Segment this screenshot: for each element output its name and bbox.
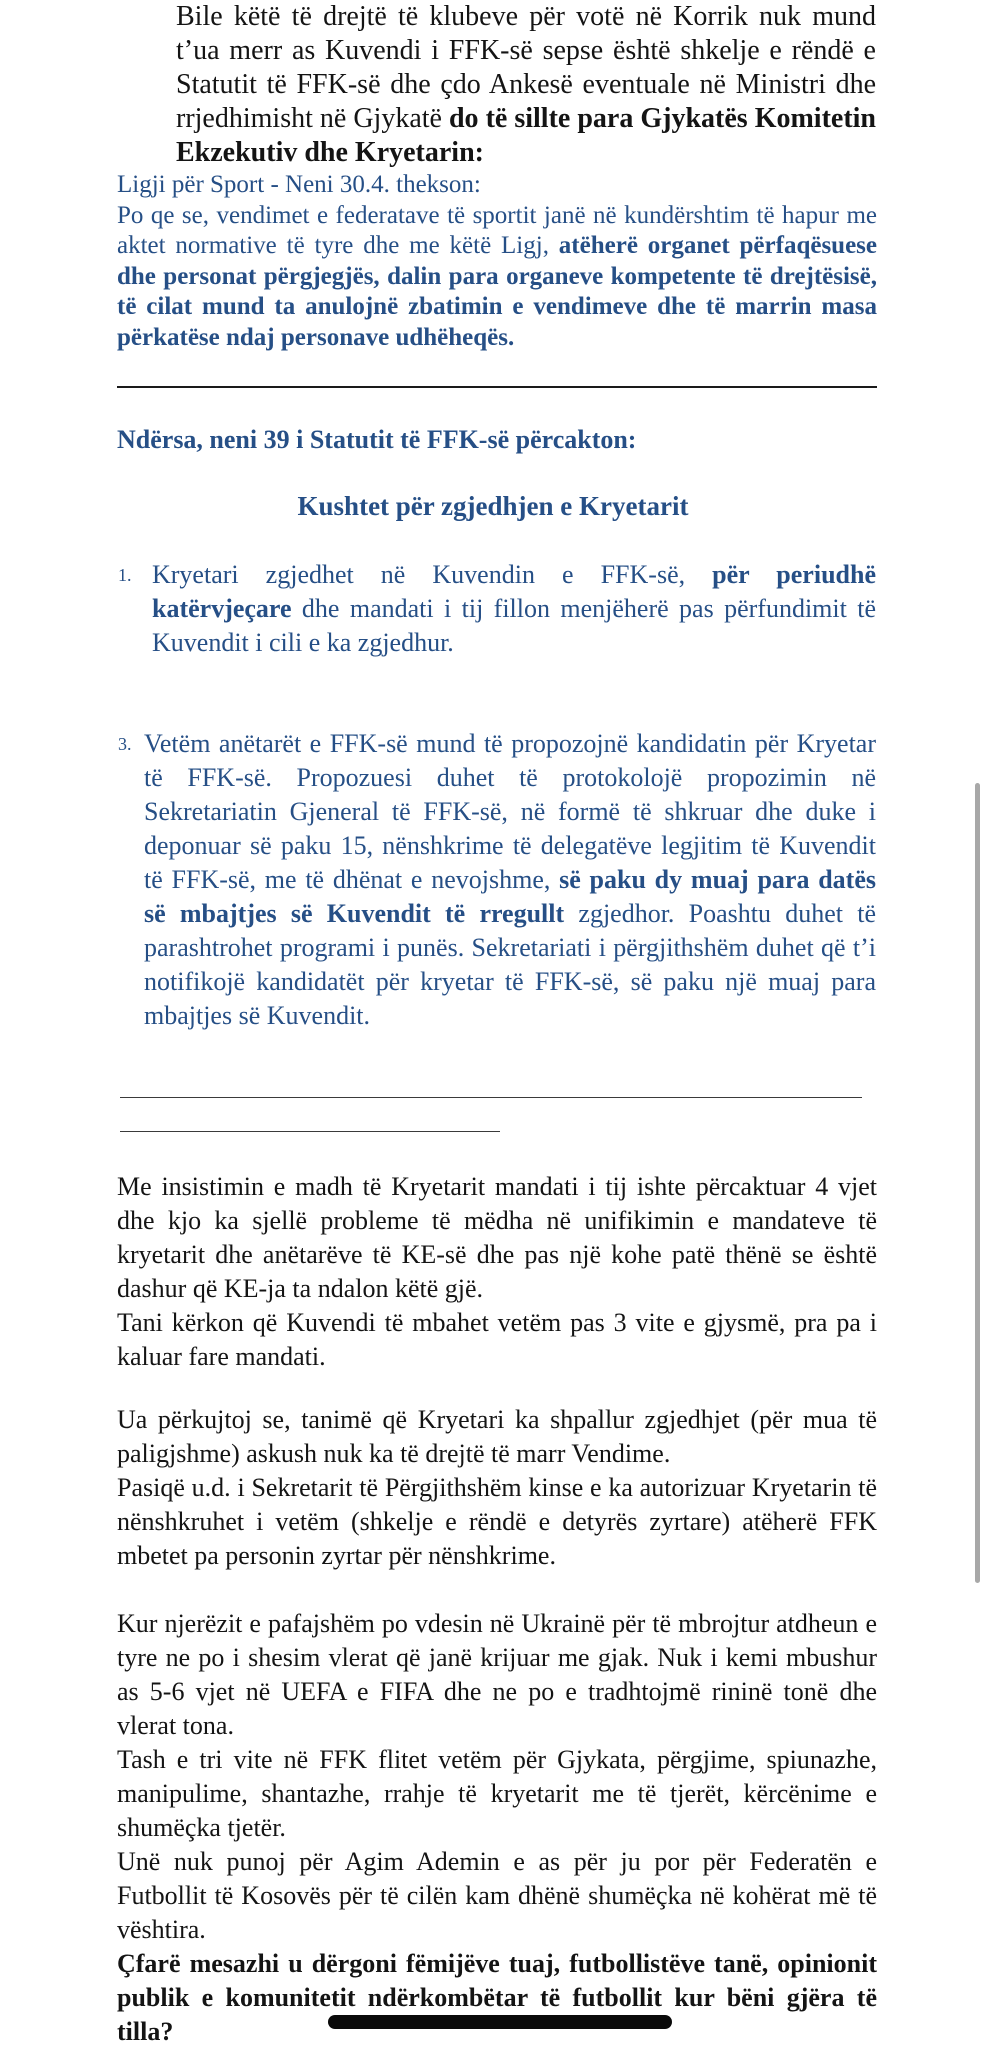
law-quote-underline xyxy=(117,386,877,388)
top-paragraph-text: Bile këtë të drejtë të klubeve për votë në Korrik nuk mund t’ua merr as Kuvendi i FFK-së sepse është shkelje e rëndë e Statutit të FFK-së dhe çdo Ankesë eventuale në Ministri dhe rrjedhimisht në Gjykatë xyxy=(176,1,876,134)
body-paragraph xyxy=(117,1170,877,1374)
list-item-bold: së paku dy muaj para datës së mbajtjes së Kuvendit të rregullt xyxy=(144,865,876,928)
statute-intro: Ndërsa, neni 39 i Statutit të FFK-së përcakton: xyxy=(117,425,637,454)
list-item-text: Vetëm anëtarët e FFK-së mund të propozojnë kandidatin për Kryetar të FFK-së. Propozuesi duhet të protokolojë propozimin në Sekretariatin Gjeneral të FFK-së, në formë të shkruar dhe duke i deponuar së paku 15, nënshkrime të delegatëve legjitim të Kuvendit të FFK-së, me të dhënat e nevojshme, xyxy=(144,729,876,894)
law-quote-text: Po qe se, vendimet e federatave të sportit janë në kundërshtim të hapur me aktet normative të tyre dhe me këtë Ligj, xyxy=(117,201,877,259)
body-text: Kur njerëzit e pafajshëm po vdesin në Ukrainë për të mbrojtur atdheun e tyre ne po i shesim vlerat që janë krijuar me gjak. Nuk i kemi mbushur as 5-6 vjet në UEFA e FIFA dhe ne po e tradhtojmë rininë tonë dhe vlerat tona. xyxy=(117,1609,877,1740)
conditions-title: Kushtet për zgjedhjen e Kryetarit xyxy=(297,491,689,521)
body-text: Pasiqë u.d. i Sekretarit të Përgjithshëm kinse e ka autorizuar Kryetarin të nënshkruhet i vetëm (shkelje e rëndë e detyrës zyrtare) atëherë FFK mbetet pa personin zyrtar për nënshkrime. xyxy=(117,1473,877,1570)
list-item-number: 1. xyxy=(118,565,132,585)
body-text: Tash e tri vite në FFK flitet vetëm për Gjykata, përgjime, spiunazhe, manipulime, shantazhe, rrahje të kryetarit me të tjerët, kërcënime e shumëçka tjetër. xyxy=(117,1745,877,1842)
list-item xyxy=(118,727,876,1033)
law-quote xyxy=(117,170,877,353)
closing-question: Çfarë mesazhi u dërgoni fëmijëve tuaj, futbollistëve tanë, opinionit publik e komunitetit ndërkombëtar të futbollit kur bëni gjëra të tilla? xyxy=(117,1949,877,2046)
top-paragraph-bold: do të sillte para Gjykatës Komitetin Ekzekutiv dhe Kryetarin: xyxy=(176,103,876,168)
list-item-bold: për periudhë katërvjeçare xyxy=(152,560,876,623)
redaction-mark xyxy=(328,2015,672,2029)
body-text: Unë nuk punoj për Agim Ademin e as për ju por për Federatën e Futbollit të Kosovës për të cilën kam dhënë shumëçka në kohërat më të vështira. xyxy=(117,1847,877,1944)
law-quote-heading: Ligji për Sport - Neni 30.4. thekson: xyxy=(117,171,481,198)
list-item xyxy=(118,558,876,660)
top-paragraph xyxy=(176,0,876,170)
body-text: Me insistimin e madh të Kryetarit mandati i tij ishte përcaktuar 4 vjet dhe kjo ka sjellë probleme të mëdha në unifikimin e mandateve të kryetarit dhe anëtarëve të KE-së dhe pas një kohe patë thënë se është dashur që KE-ja ta ndalon këtë gjë. xyxy=(117,1172,877,1303)
body-text: Ua përkujtoj se, tanimë që Kryetari ka shpallur zgjedhjet (për mua të paligjshme) askush nuk ka të drejtë të marr Vendime. xyxy=(117,1405,877,1468)
list-item-text: zgjedhor. Poashtu duhet të parashtrohet programi i punës. Sekretariati i përgjithshëm duhet që t’i notifikojë kandidatët për kryetar të FFK-së, së paku një muaj para mbajtjes së Kuvendit. xyxy=(144,899,876,1030)
law-quote-bold: atëherë organet përfaqësuese dhe personat përgjegjës, dalin para organeve kompetente të drejtësisë, të cilat mund ta anulojnë zbatimin e vendimeve dhe të marrin masa përkatëse ndaj personave udhëheqës. xyxy=(117,232,877,351)
separator-line xyxy=(120,1097,862,1098)
list-item-number: 3. xyxy=(118,734,132,754)
separator-line xyxy=(120,1131,500,1132)
scrollbar[interactable] xyxy=(975,783,980,1583)
body-text: Tani kërkon që Kuvendi të mbahet vetëm pas 3 vite e gjysmë, pra pa i kaluar fare mandati. xyxy=(117,1308,877,1371)
body-paragraph xyxy=(117,1607,877,2049)
list-item-text: Kryetari zgjedhet në Kuvendin e FFK-së, xyxy=(152,560,713,589)
list-item-text: dhe mandati i tij fillon menjëherë pas përfundimit të Kuvendit i cili e ka zgjedhur. xyxy=(152,594,876,657)
body-paragraph xyxy=(117,1403,877,1573)
